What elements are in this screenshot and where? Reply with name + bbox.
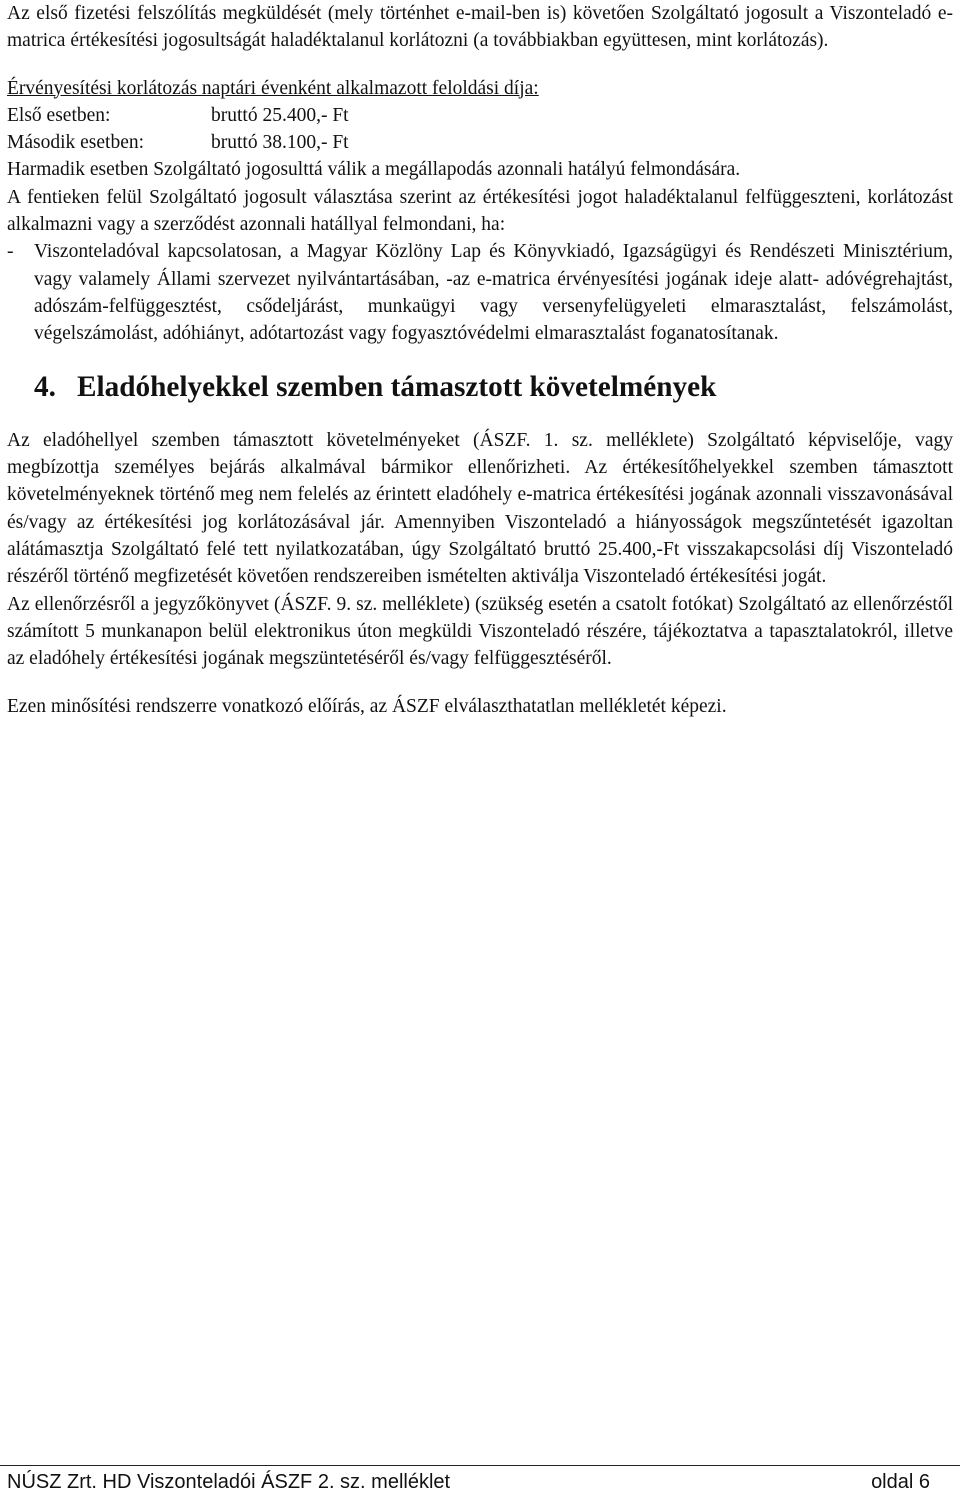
dash-list-item bbox=[7, 238, 953, 347]
fee-label-second: Második esetben: bbox=[7, 132, 145, 154]
limitation-heading bbox=[7, 75, 953, 102]
section-title: Eladóhelyekkel szemben támasztott követelmények bbox=[77, 370, 717, 403]
spacer bbox=[7, 673, 953, 693]
fee-label-first: Első esetben: bbox=[7, 104, 111, 126]
section-4-paragraph-1: Az eladóhellyel szemben támasztott követelményeket (ÁSZF. 1. sz. melléklete) Szolgáltató képviselője, vagy megbízottja személyes bejárás alkalmával bármikor ellenőrizheti. Az értékesítőhelyekkel szemben támasztott követelményeknek történő meg nem felelés az érintett eladóhely e-matrica értékesítési jogának azonnali visszavonásával és/vagy az értékesítési jog korlátozásával jár. Amennyiben Viszonteladó a hiányosságok megszűntetését igazoltan alátámasztja Szolgáltató felé tett nyilatkozatában, úgy Szolgáltató bruttó 25.400,-Ft visszakapcsolási díj Viszonteladó részéről történő megfizetését követően rendszereiben ismételten aktiválja Viszonteladó értékesítési jogát. bbox=[7, 429, 953, 588]
intro-paragraph: Az első fizetési felszólítás megküldését (mely történhet e-mail-ben is) követően Szolgáltató jogosult a Viszonteladó e-matrica értékesítési jogosultságát haladéktalanul korlátozni (a továbbiakban együttesen, mint korlátozás). bbox=[7, 3, 953, 52]
section-4-paragraph-2: Az ellenőrzésről a jegyzőkönyvet (ÁSZF. 9. sz. melléklete) (szükség esetén a csatolt fotókat) Szolgáltató az ellenőrzéstől számított 5 munkanapon belül elektronikus úton megküldi Viszonteladó részére, tájékoztatva a tapasztalatokról, illetve az eladóhely értékesítési jogának megszüntetéséről és/vagy felfüggesztéséről. bbox=[7, 593, 953, 670]
section-4-heading bbox=[7, 370, 953, 403]
limitation-heading-text: Érvényesítési korlátozás naptári évenként alkalmazott feloldási díja: bbox=[7, 77, 539, 99]
spacer bbox=[7, 55, 953, 75]
additional-terms-paragraph: A fentieken felül Szolgáltató jogosult választása szerint az értékesítési jogot haladéktalanul felfüggeszteni, korlátozást alkalmazni vagy a szerződést azonnali hatállyal felmondani, ha: bbox=[7, 186, 953, 236]
fee-value-second: bruttó 38.100,- Ft bbox=[211, 132, 349, 154]
footer-document-title: NÚSZ Zrt. HD Viszonteladói ÁSZF 2. sz. melléklet bbox=[7, 1471, 451, 1493]
footer-page-number: oldal 6 bbox=[871, 1471, 930, 1493]
spacer bbox=[7, 348, 953, 374]
third-case-text: Harmadik esetben Szolgáltató jogosulttá válik a megállapodás azonnali hatályú felmondására. bbox=[7, 159, 741, 181]
page-footer bbox=[0, 1465, 960, 1496]
fee-row-first bbox=[7, 102, 953, 129]
fee-value-first: bruttó 25.400,- Ft bbox=[211, 104, 349, 126]
section-number: 4. bbox=[34, 370, 56, 403]
closing-statement: Ezen minősítési rendszerre vonatkozó előírás, az ÁSZF elválaszthatatlan mellékletét képezi. bbox=[7, 695, 727, 717]
spacer bbox=[7, 401, 953, 427]
fee-row-second bbox=[7, 129, 953, 156]
document-page bbox=[7, 0, 953, 720]
dash-marker: - bbox=[7, 241, 14, 263]
dash-list-item-text: Viszonteladóval kapcsolatosan, a Magyar Közlöny Lap és Könyvkiadó, Igazságügyi és Rendészeti Minisztérium, vagy valamely Állami szervezet nyilvántartásában, -az e-matrica érvényesítési jogának ideje alatt- adóvégrehajtást, adószám-felfüggesztést, csődeljárást, munkaügyi vagy versenyfelügyeleti elmarasztalást, felszámolást, végelszámolást, adóhiányt, adótartozást vagy fogyasztóvédelmi elmarasztalást foganatosítanak. bbox=[34, 241, 953, 345]
